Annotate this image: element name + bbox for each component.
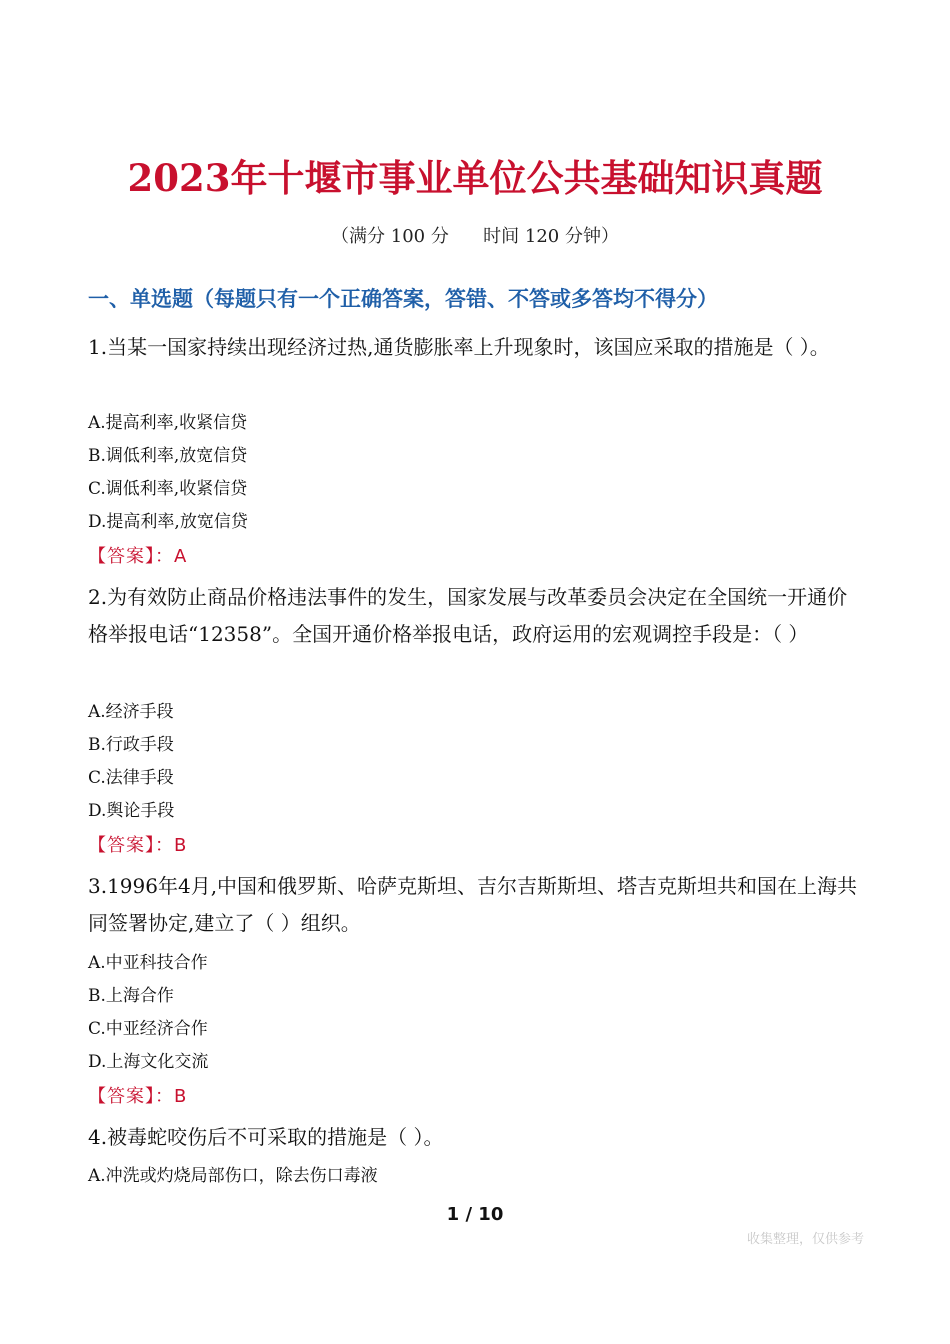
option-a: A.经济手段 bbox=[88, 702, 174, 722]
question-text: 1.当某一国家持续出现经济过热,通货膨胀率上升现象时，该国应采取的措施是（ ）。 bbox=[88, 335, 830, 359]
question-text: 2.为有效防止商品价格违法事件的发生，国家发展与改革委员会决定在全国统一开通价格举报电话“12358”。全国开通价格举报电话，政府运用的宏观调控手段是：（ ） bbox=[88, 585, 848, 646]
option-d: D.提高利率,放宽信贷 bbox=[88, 512, 248, 532]
option-b: B.调低利率,放宽信贷 bbox=[88, 446, 248, 466]
option-c: C.中亚经济合作 bbox=[88, 1019, 208, 1039]
option-d: D.上海文化交流 bbox=[88, 1052, 209, 1072]
question-text: 3.1996年4月,中国和俄罗斯、哈萨克斯坦、吉尔吉斯斯坦、塔吉克斯坦共和国在上海共同签署协定,建立了（ ）组织。 bbox=[88, 874, 858, 935]
document-subtitle: （满分 100 分 时间 120 分钟） bbox=[331, 226, 619, 247]
watermark-text: 收集整理，仅供参考 bbox=[746, 1232, 864, 1247]
option-b: B.上海合作 bbox=[88, 986, 174, 1006]
option-a: A.冲洗或灼烧局部伤口，除去伤口毒液 bbox=[88, 1166, 378, 1186]
option-a: A.中亚科技合作 bbox=[88, 953, 208, 973]
option-c: C.法律手段 bbox=[88, 768, 174, 788]
option-b: B.行政手段 bbox=[88, 735, 174, 755]
option-d: D.舆论手段 bbox=[88, 801, 175, 821]
section-heading: 一、单选题（每题只有一个正确答案，答错、不答或多答均不得分） bbox=[88, 287, 718, 311]
option-c: C.调低利率,收紧信贷 bbox=[88, 479, 248, 499]
document-title: 2023年十堰市事业单位公共基础知识真题 bbox=[127, 156, 823, 200]
page-indicator: 1 / 10 bbox=[446, 1204, 504, 1225]
answer-label: 【答案】：A bbox=[88, 546, 188, 567]
answer-label: 【答案】：B bbox=[88, 835, 188, 856]
question-text: 4.被毒蛇咬伤后不可采取的措施是（ ）。 bbox=[88, 1125, 444, 1149]
answer-label: 【答案】：B bbox=[88, 1086, 188, 1107]
option-a: A.提高利率,收紧信贷 bbox=[88, 413, 248, 433]
